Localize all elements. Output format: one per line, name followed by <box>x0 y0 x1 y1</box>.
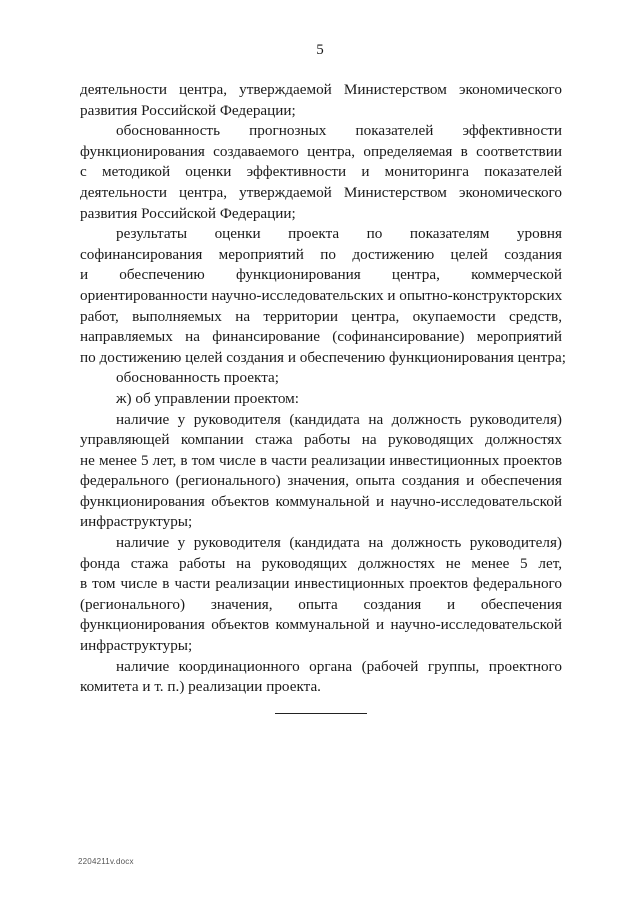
text-line: наличие координационного органа (рабочей группы, проектного <box>116 657 562 675</box>
paragraph-subsection-heading <box>80 389 562 410</box>
text-line: наличие у руководителя (кандидата на должность руководителя) <box>116 534 562 552</box>
text-line: управляющей компании стажа работы на руководящих должностях <box>80 431 562 449</box>
text-line: наличие у руководителя (кандидата на должность руководителя) <box>116 410 562 428</box>
text-line: и обеспечению функционирования центра, коммерческой <box>80 266 562 284</box>
text-line: инфраструктуры; <box>80 637 193 655</box>
text-line: функционирования объектов коммунальной и научно-исследовательской <box>80 616 562 634</box>
text-line: фонда стажа работы на руководящих должностях не менее 5 лет, <box>80 554 562 572</box>
text-line: работ, выполняемых на территории центра, окупаемости средств, <box>80 307 562 325</box>
text-line: по достижению целей создания и обеспечению функционирования центра; <box>80 348 566 366</box>
document-file-code: 2204211v.docx <box>78 857 134 866</box>
text-line: инфраструктуры; <box>80 513 193 531</box>
text-line: с методикой оценки эффективности и мониторинга показателей <box>80 163 562 181</box>
text-line: обоснованность прогнозных показателей эффективности <box>116 122 562 140</box>
text-line: обоснованность проекта; <box>116 369 279 387</box>
text-line: деятельности центра, утверждаемой Министерством экономического <box>80 81 562 98</box>
text-line: в том числе в части реализации инвестиционных проектов федерального <box>80 575 562 593</box>
text-line: функционирования создаваемого центра, определяемая в соответствии <box>80 142 562 160</box>
paragraph-fund-head <box>80 533 562 657</box>
paragraph-coordination-body <box>80 657 562 698</box>
paragraph-assessment-results <box>80 224 566 368</box>
paragraph-continuation <box>80 80 562 121</box>
paragraph-forecast-indicators <box>80 121 562 224</box>
paragraph-project-validity <box>80 368 562 389</box>
text-line: комитета и т. п.) реализации проекта. <box>80 678 321 696</box>
text-line: (регионального) значения, опыта создания и обеспечения <box>80 595 562 613</box>
text-line: развития Российской Федерации; <box>80 204 296 222</box>
end-separator-line <box>275 713 367 714</box>
page-number: 5 <box>316 42 324 58</box>
text-line: функционирования объектов коммунальной и научно-исследовательской <box>80 492 562 510</box>
text-line: не менее 5 лет, в том числе в части реализации инвестиционных проектов <box>80 451 562 469</box>
text-line: результаты оценки проекта по показателям уровня <box>116 225 562 243</box>
document-body <box>80 80 566 698</box>
text-line: ориентированности научно-исследовательских и опытно-конструкторских <box>80 286 563 304</box>
text-line: ж) об управлении проектом: <box>116 389 299 407</box>
text-line: деятельности центра, утверждаемой Министерством экономического <box>80 183 562 201</box>
text-line: софинансирования мероприятий по достижению целей создания <box>80 245 562 263</box>
paragraph-management-company-head <box>80 410 562 534</box>
text-line: федерального (регионального) значения, опыта создания и обеспечения <box>80 472 562 490</box>
text-line: направляемых на финансирование (софинансирование) мероприятий <box>80 328 562 346</box>
text-line: развития Российской Федерации; <box>80 101 296 119</box>
